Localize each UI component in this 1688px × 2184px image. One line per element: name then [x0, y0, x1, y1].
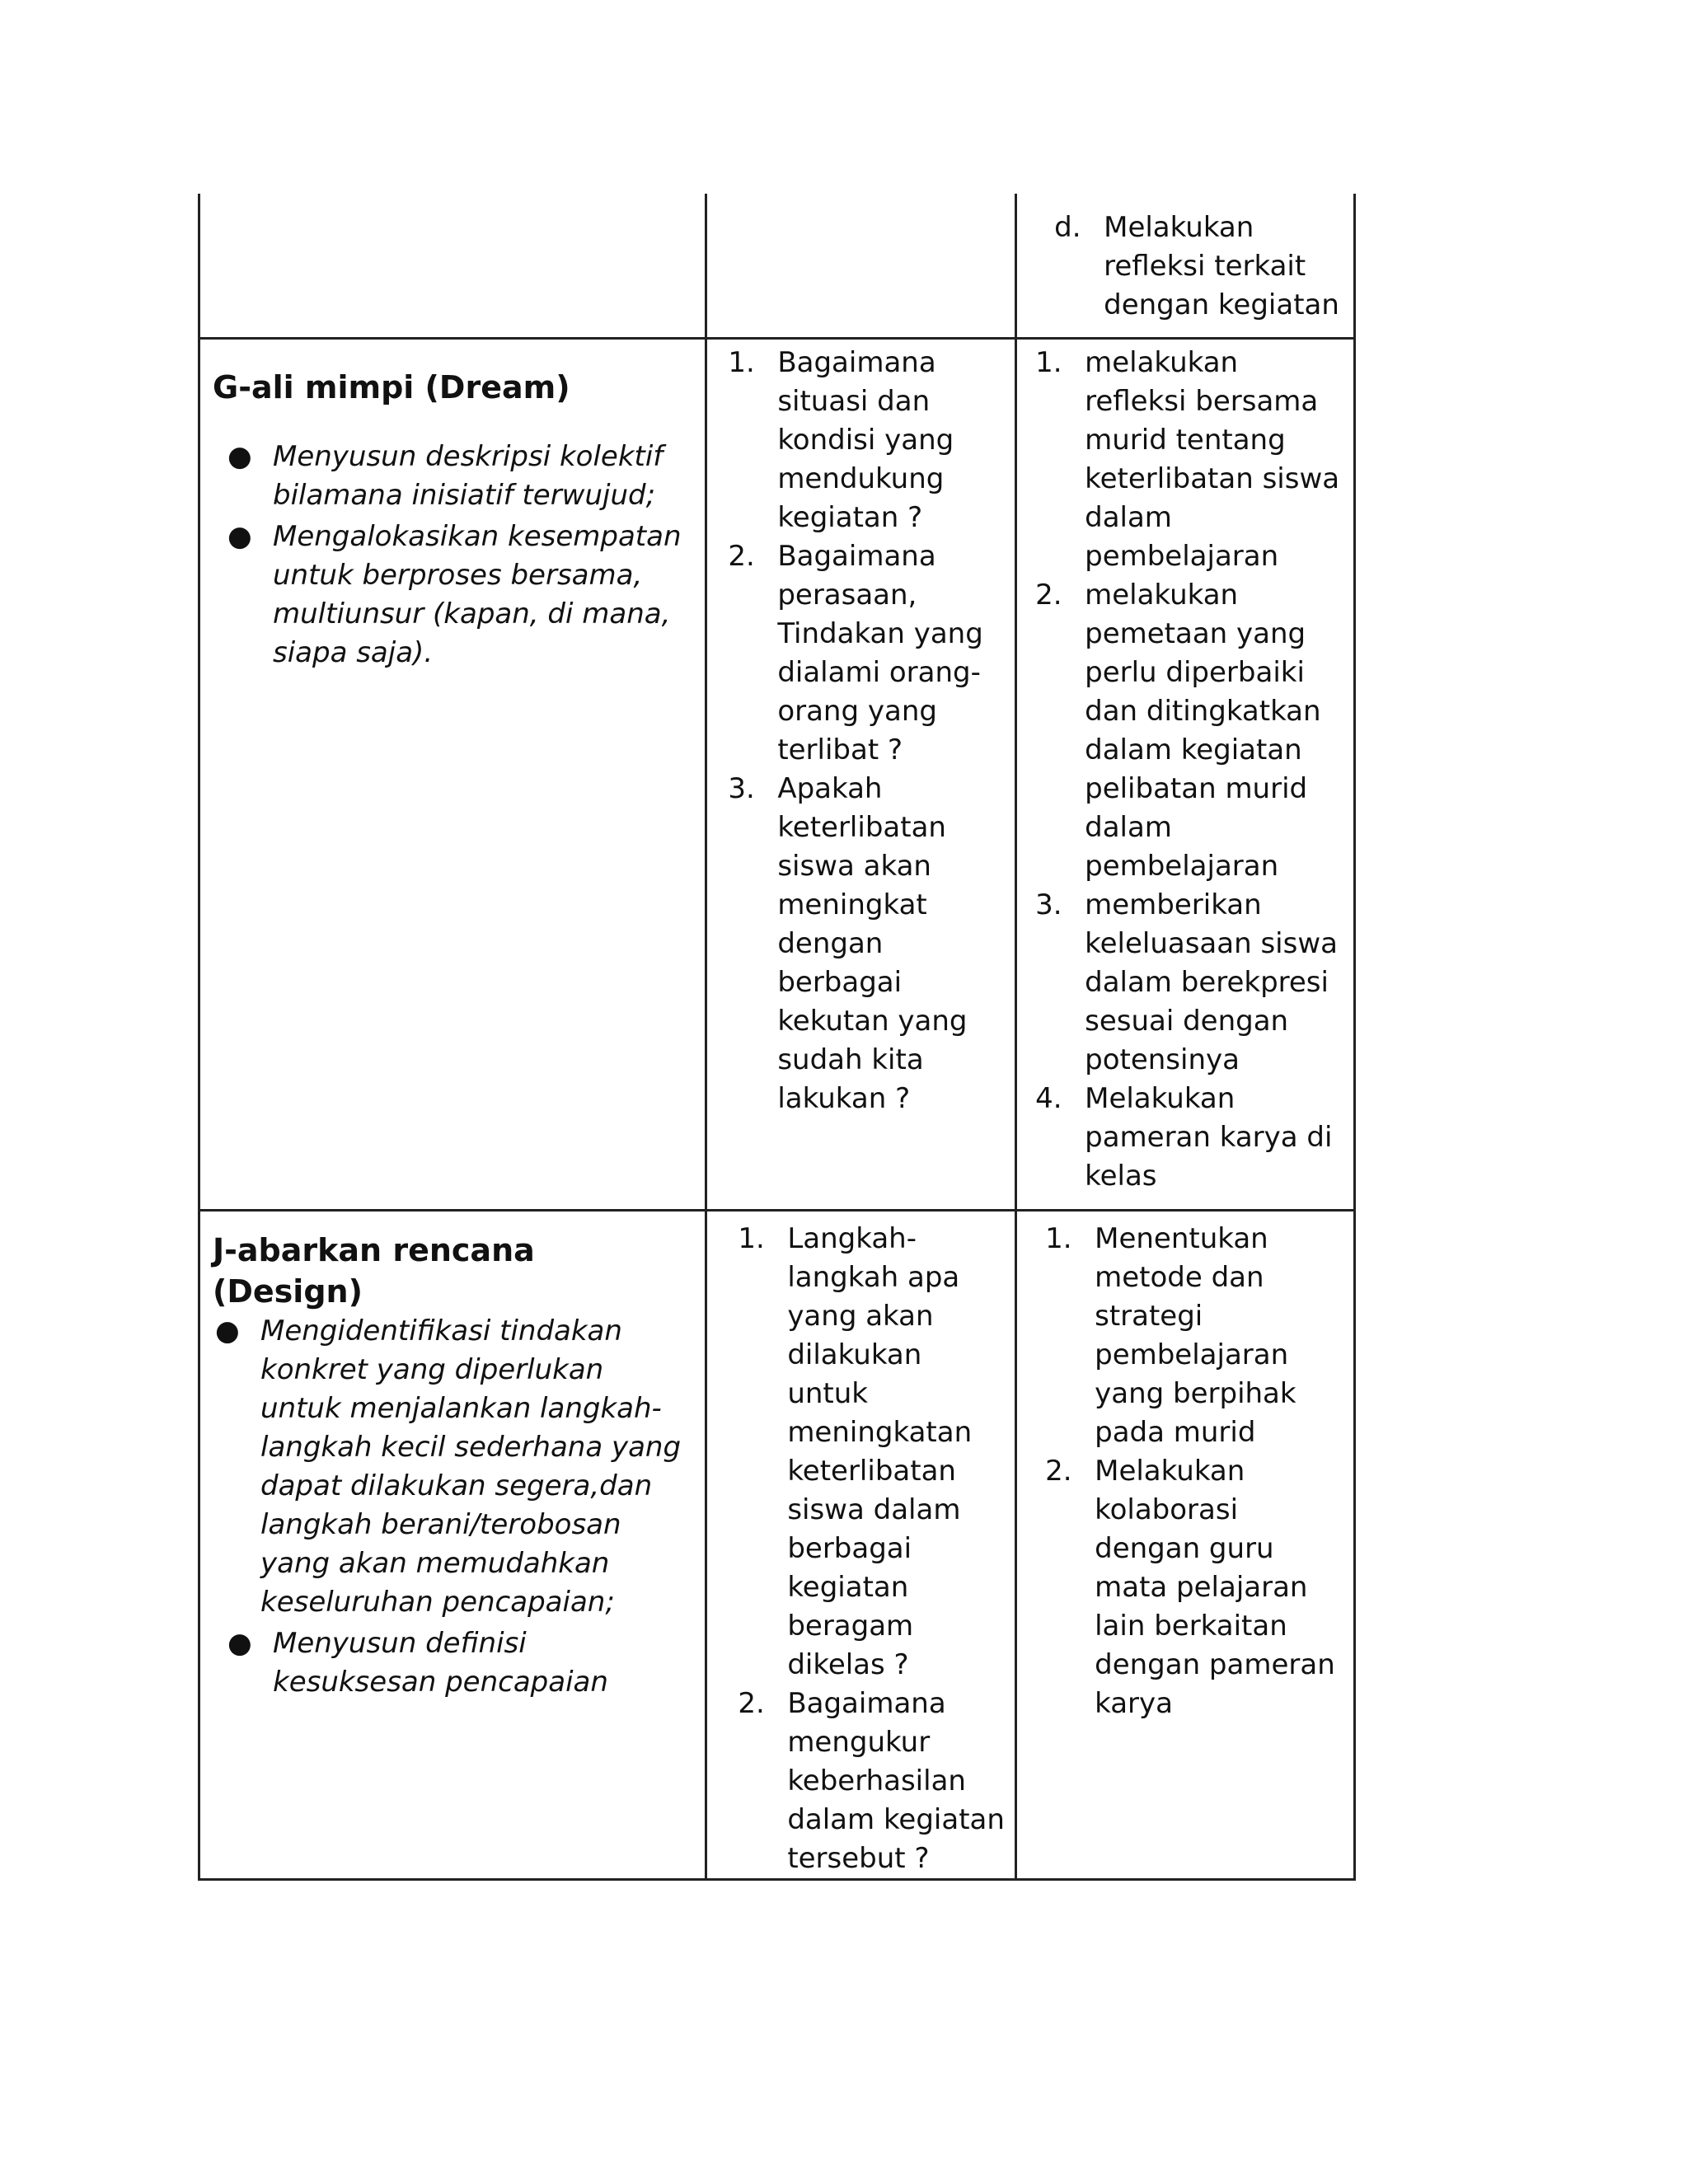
questions-cell — [706, 338, 1016, 1210]
list-marker: 3. — [728, 771, 755, 805]
empty-cell — [199, 194, 706, 338]
list-item — [1035, 576, 1343, 886]
list-text: Mengalokasikan kesempatan untuk berproses bersama, multiunsur (kapan, di mana, siapa saja). — [273, 519, 682, 669]
stage-heading: J-abarkan rencana (Design) — [213, 1231, 535, 1310]
list-item — [1035, 886, 1343, 1080]
list-text: Menentukan metode dan strategi pembelajaran yang berpihak pada murid — [1095, 1221, 1296, 1449]
list-text: Melakukan kolaborasi dengan guru mata pelajaran lain berkaitan dengan pameran karya — [1095, 1454, 1335, 1720]
list-text: Bagaimana mengukur keberhasilan dalam kegiatan tersebut ? — [787, 1686, 1005, 1875]
list-marker: 3. — [1035, 888, 1062, 921]
list-marker: 1. — [738, 1221, 765, 1255]
bullet-icon: ● — [215, 1314, 240, 1347]
list-text: Bagaimana situasi dan kondisi yang mendukung kegiatan ? — [777, 345, 954, 534]
empty-cell — [706, 194, 1016, 338]
list-item — [738, 1220, 1006, 1685]
stage-cell — [199, 1210, 706, 1879]
list-item — [728, 770, 1003, 1118]
list-marker: 2. — [738, 1686, 765, 1720]
list-text: melakukan refleksi bersama murid tentang keterlibatan siswa dalam pembelajaran — [1085, 345, 1340, 573]
list-text: Melakukan pameran karya di kelas — [1085, 1081, 1333, 1193]
bullet-icon: ● — [227, 439, 252, 473]
actions-cell — [1016, 1210, 1355, 1879]
list-text: Melakukan refleksi terkait dengan kegiatan — [1104, 211, 1339, 321]
list-item — [1035, 1080, 1343, 1196]
list-item — [728, 537, 1003, 770]
list-text: Mengidentifikasi tindakan konkret yang diperlukan untuk menjalankan langkah-langkah kecil sederhana yang dapat dilakukan segera,dan langkah berani/terobosan yang akan memudahkan keseluruhan pencapaian; — [260, 1314, 682, 1619]
questions-cell — [706, 1210, 1016, 1879]
table-row — [199, 1210, 1355, 1879]
list-item — [213, 1624, 688, 1702]
list-item — [213, 438, 688, 515]
list-marker: 1. — [1045, 1221, 1072, 1255]
list-text: Menyusun deskripsi kolektif bilamana inisiatif terwujud; — [273, 439, 663, 512]
list-item — [1054, 209, 1340, 325]
bullet-icon: ● — [227, 519, 252, 553]
stage-cell — [199, 338, 706, 1210]
actions-cell — [1016, 338, 1355, 1210]
list-marker: d. — [1054, 211, 1081, 244]
list-marker: 1. — [1035, 345, 1062, 379]
list-item — [728, 344, 1003, 537]
planning-table — [198, 194, 1356, 1881]
list-item — [213, 518, 688, 673]
table-row — [199, 338, 1355, 1210]
list-text: Langkah-langkah apa yang akan dilakukan untuk meningkatan keterlibatan siswa dalam berbagai kegiatan beragam dikelas ? — [787, 1221, 973, 1681]
list-item — [213, 1312, 688, 1622]
list-item — [1045, 1220, 1343, 1452]
list-text: melakukan pemetaan yang perlu diperbaiki dan ditingkatkan dalam kegiatan pelibatan murid dalam pembelajaran — [1085, 578, 1321, 883]
stage-heading: G-ali mimpi (Dream) — [213, 368, 570, 405]
table-row — [199, 194, 1355, 338]
list-item — [1035, 344, 1343, 576]
list-marker: 2. — [1045, 1454, 1072, 1488]
list-marker: 2. — [728, 539, 755, 573]
bullet-icon: ● — [227, 1626, 252, 1660]
list-text: memberikan keleluasaan siswa dalam berekpresi sesuai dengan potensinya — [1085, 888, 1338, 1076]
list-marker: 4. — [1035, 1081, 1062, 1115]
list-item — [1045, 1452, 1343, 1723]
actions-cell — [1016, 194, 1355, 338]
list-text: Apakah keterlibatan siswa akan meningkat dengan berbagai kekutan yang sudah kita lakukan ? — [777, 771, 968, 1115]
list-text: Menyusun definisi kesuksesan pencapaian — [273, 1626, 608, 1699]
list-item — [738, 1685, 1006, 1878]
list-marker: 2. — [1035, 578, 1062, 612]
list-text: Bagaimana perasaan, Tindakan yang dialami orang-orang yang terlibat ? — [777, 539, 983, 766]
list-marker: 1. — [728, 345, 755, 379]
